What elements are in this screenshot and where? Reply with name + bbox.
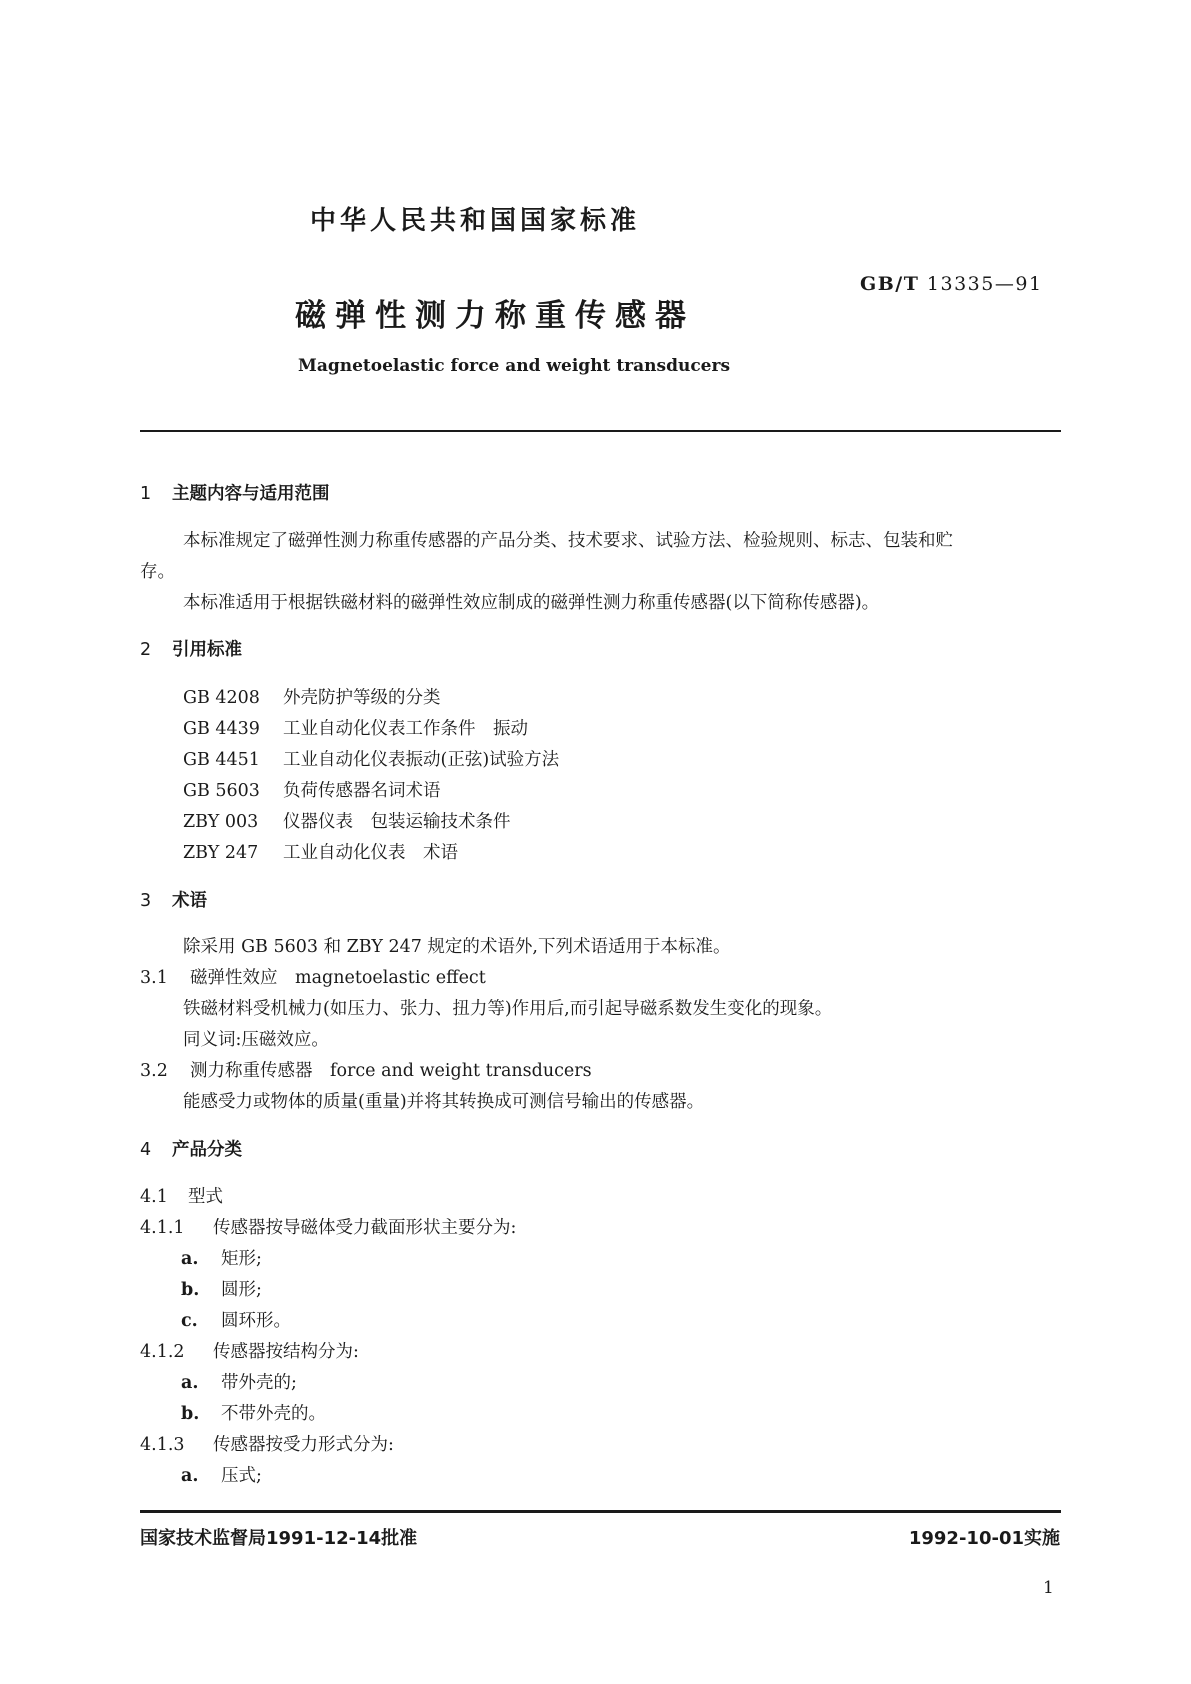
list-label: a. <box>181 1466 199 1486</box>
list-item <box>181 1400 326 1425</box>
list-label: c. <box>181 1311 198 1331</box>
clause-number: 4.1.3 <box>140 1435 185 1455</box>
section-2-heading <box>140 636 242 661</box>
clause-text: 传感器按结构分为: <box>213 1342 359 1362</box>
reference-code: GB 5603 <box>183 781 260 801</box>
document-title-zh: 磁弹性测力称重传感器 <box>295 298 695 334</box>
clause-text: 传感器按导磁体受力截面形状主要分为: <box>213 1218 517 1238</box>
section-number: 2 <box>140 640 152 660</box>
reference-code: GB 4208 <box>183 688 260 708</box>
reference-code: GB 4439 <box>183 719 260 739</box>
paragraph: 本标准适用于根据铁磁材料的磁弹性效应制成的磁弹性测力称重传感器(以下简称传感器)。 <box>183 593 880 613</box>
document-title-en: Magnetoelastic force and weight transducers <box>298 356 731 376</box>
section-4-heading <box>140 1136 242 1161</box>
paragraph: 本标准规定了磁弹性测力称重传感器的产品分类、技术要求、试验方法、检验规则、标志、包装和贮 <box>183 531 953 551</box>
clause-number: 4.1.2 <box>140 1342 185 1362</box>
clause-4-1-3 <box>140 1431 394 1456</box>
approval-date: 国家技术监督局1991-12-14批准 <box>140 1528 418 1549</box>
header-divider <box>140 430 1061 432</box>
section-number: 4 <box>140 1140 152 1160</box>
clause-4-1 <box>140 1183 223 1208</box>
clause-4-1-1 <box>140 1214 516 1239</box>
section-3-heading <box>140 887 207 912</box>
reference-item <box>183 808 511 833</box>
footer-divider <box>140 1510 1061 1513</box>
page-number: 1 <box>1043 1578 1054 1598</box>
reference-code: ZBY 247 <box>183 843 259 863</box>
section-title: 产品分类 <box>172 1140 242 1160</box>
list-item <box>181 1276 262 1301</box>
section-number: 1 <box>140 484 152 504</box>
section-1-heading <box>140 480 330 505</box>
reference-code: ZBY 003 <box>183 812 259 832</box>
paragraph: 除采用 GB 5603 和 ZBY 247 规定的术语外,下列术语适用于本标准。 <box>183 937 731 957</box>
clause-4-1-2 <box>140 1338 359 1363</box>
issuing-organization: 中华人民共和国国家标准 <box>310 206 641 236</box>
list-item <box>181 1245 262 1270</box>
term-name: 测力称重传感器 force and weight transducers <box>190 1061 592 1081</box>
clause-text: 传感器按受力形式分为: <box>213 1435 394 1455</box>
term-synonym: 同义词:压磁效应。 <box>183 1030 329 1050</box>
paragraph-continuation: 存。 <box>140 562 175 582</box>
standard-number: 13335—91 <box>926 273 1043 295</box>
list-text: 压式; <box>221 1466 262 1486</box>
reference-item <box>183 715 528 740</box>
clause-number: 3.2 <box>140 1061 168 1081</box>
reference-code: GB 4451 <box>183 750 260 770</box>
reference-title: 外壳防护等级的分类 <box>283 688 441 708</box>
section-number: 3 <box>140 891 152 911</box>
reference-item <box>183 777 441 802</box>
list-label: a. <box>181 1249 199 1269</box>
list-text: 圆环形。 <box>221 1311 291 1331</box>
term-name: 磁弹性效应 magnetoelastic effect <box>190 968 486 988</box>
term-3-1 <box>140 964 486 989</box>
list-text: 圆形; <box>221 1280 262 1300</box>
list-label: a. <box>181 1373 199 1393</box>
clause-number: 3.1 <box>140 968 168 988</box>
term-definition: 铁磁材料受机械力(如压力、张力、扭力等)作用后,而引起导磁系数发生变化的现象。 <box>183 999 833 1019</box>
section-title: 术语 <box>172 891 207 911</box>
list-label: b. <box>181 1404 200 1424</box>
reference-item <box>183 746 559 771</box>
reference-title: 负荷传感器名词术语 <box>283 781 441 801</box>
reference-item <box>183 684 441 709</box>
list-item <box>181 1369 297 1394</box>
list-item <box>181 1462 262 1487</box>
list-item <box>181 1307 291 1332</box>
list-text: 带外壳的; <box>221 1373 297 1393</box>
reference-title: 工业自动化仪表工作条件 振动 <box>283 719 528 739</box>
reference-item <box>183 839 458 864</box>
term-3-2 <box>140 1057 592 1082</box>
list-text: 不带外壳的。 <box>221 1404 326 1424</box>
list-text: 矩形; <box>221 1249 262 1269</box>
clause-title: 型式 <box>188 1187 223 1207</box>
standard-prefix: GB/T <box>860 273 920 295</box>
clause-number: 4.1 <box>140 1187 168 1207</box>
standard-code <box>860 273 1043 295</box>
effective-date: 1992-10-01实施 <box>908 1528 1060 1549</box>
reference-title: 工业自动化仪表振动(正弦)试验方法 <box>283 750 560 770</box>
list-label: b. <box>181 1280 200 1300</box>
term-definition: 能感受力或物体的质量(重量)并将其转换成可测信号输出的传感器。 <box>183 1092 705 1112</box>
clause-number: 4.1.1 <box>140 1218 185 1238</box>
section-title: 主题内容与适用范围 <box>172 484 330 504</box>
section-title: 引用标准 <box>172 640 242 660</box>
reference-title: 工业自动化仪表 术语 <box>283 843 458 863</box>
reference-title: 仪器仪表 包装运输技术条件 <box>283 812 511 832</box>
